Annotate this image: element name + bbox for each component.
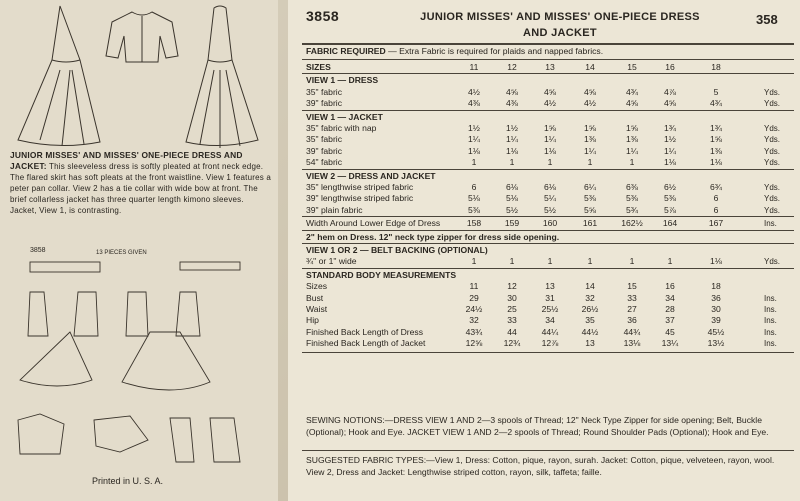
value-cell: 1⅝ <box>626 123 638 133</box>
value-cell: 1⅜ <box>626 134 638 145</box>
value-cell: 1⅜ <box>584 134 596 145</box>
size-header: 18 <box>711 62 721 72</box>
value-cell: 44½ <box>581 326 599 337</box>
value-cell: 27 <box>627 304 637 314</box>
value-cell: 5⅜ <box>468 204 480 215</box>
unit-label: Ins. <box>764 293 777 303</box>
value-cell: 1 <box>587 256 593 267</box>
value-cell: 6¾ <box>710 182 722 192</box>
value-cell: 12⅝ <box>465 338 483 349</box>
unit-label: Ins. <box>764 219 777 229</box>
value-cell: 1⅝ <box>544 123 556 133</box>
value-cell: 12⅞ <box>541 338 559 349</box>
value-cell: 13 <box>585 338 595 349</box>
value-cell: 32 <box>585 292 595 303</box>
value-cell: 13¼ <box>661 338 679 349</box>
row-label: Finished Back Length of Jacket <box>306 338 426 349</box>
value-cell: 1¾ <box>710 123 722 133</box>
row-label: Waist <box>306 304 328 314</box>
value-cell: 31 <box>545 292 555 303</box>
value-cell: 5¼ <box>544 193 556 204</box>
unit-label: Yds. <box>764 194 781 204</box>
measurement-chart <box>288 0 800 501</box>
row-label: 54" fabric <box>306 157 343 168</box>
printed-in-usa: Printed in U. S. A. <box>92 476 164 486</box>
value-cell: 36 <box>627 315 637 326</box>
value-cell: 4⅝ <box>664 98 676 109</box>
row-label: 39" lengthwise striped fabric <box>306 193 414 204</box>
size-header: 16 <box>665 62 675 72</box>
unit-label: Yds. <box>764 158 781 168</box>
value-cell: 11 <box>469 281 479 292</box>
row-label: 35" fabric <box>306 134 343 145</box>
rule <box>302 59 794 60</box>
pattern-ref-number: 3858 <box>30 247 46 254</box>
value-cell: 1¼ <box>664 145 676 156</box>
value-cell: 4½ <box>584 98 596 109</box>
value-cell: 13 <box>545 281 555 292</box>
value-cell: 44¼ <box>541 326 559 337</box>
value-cell: 1 <box>509 157 515 168</box>
row-label: Finished Back Length of Dress <box>306 326 424 337</box>
rule <box>302 110 794 111</box>
rule <box>302 243 794 244</box>
value-cell: 4⅜ <box>468 98 480 109</box>
value-cell: 6¼ <box>584 182 596 192</box>
unit-label: Ins. <box>764 305 777 314</box>
value-cell: 1¼ <box>544 134 556 145</box>
value-cell: 12¾ <box>503 338 521 349</box>
value-cell: 18 <box>711 281 721 292</box>
value-cell: 44 <box>507 326 517 337</box>
fabric-required-line <box>306 46 603 56</box>
left-description-block <box>10 150 272 216</box>
value-cell: 34 <box>545 315 555 326</box>
value-cell: 16 <box>665 281 675 292</box>
suggested-fabrics: SUGGESTED FABRIC TYPES:—View 1, Dress: Cotton, pique, rayon, surah. Jacket: Cotton, pique, velveteen, rayon, wool. View 2, Dress and Jacket: Lengthwise striped cotton, rayon, silk, taffeta; faille. <box>306 455 775 477</box>
value-cell: 4⅜ <box>506 98 518 109</box>
value-cell: 1 <box>587 157 593 168</box>
value-cell: 158 <box>466 218 482 229</box>
value-cell: 5⅛ <box>468 193 480 204</box>
value-cell: 4¾ <box>710 98 722 109</box>
value-cell: 6 <box>713 193 719 204</box>
illustration-panel <box>0 0 278 501</box>
value-cell: 1 <box>471 157 477 168</box>
row-label: 35" fabric <box>306 86 343 97</box>
fabric-heading: FABRIC REQUIRED <box>306 46 386 56</box>
value-cell: 32 <box>469 315 479 326</box>
value-cell: 1¼ <box>468 134 480 145</box>
rule <box>302 230 794 231</box>
row-label: 39" fabric <box>306 98 343 109</box>
value-cell: 35 <box>585 315 595 326</box>
rule <box>302 450 794 451</box>
rule <box>302 73 794 74</box>
value-cell: 5 <box>713 86 719 97</box>
value-cell: 6⅜ <box>626 182 638 192</box>
pattern-title <box>370 9 750 41</box>
value-cell: 5½ <box>506 204 518 215</box>
value-cell: 34 <box>665 292 675 303</box>
value-cell: 1⅝ <box>584 123 596 133</box>
unit-label: Ins. <box>764 339 777 349</box>
value-cell: 1 <box>629 256 635 267</box>
value-cell: 1 <box>667 256 673 267</box>
value-cell: 6⅛ <box>544 182 556 192</box>
value-cell: 4⅝ <box>584 86 596 97</box>
value-cell: 36 <box>711 292 721 303</box>
value-cell: 1⅝ <box>710 134 722 145</box>
value-cell: 28 <box>665 304 675 314</box>
value-cell: 4⅝ <box>626 98 638 109</box>
value-cell: 1¼ <box>626 145 638 156</box>
unit-label: Yds. <box>764 146 781 156</box>
pattern-number: 3858 <box>306 8 340 24</box>
value-cell: 1⅛ <box>506 145 518 156</box>
value-cell: 1½ <box>664 134 676 145</box>
row-label: Hip <box>306 315 319 326</box>
group-title: VIEW 1 — DRESS <box>306 75 379 86</box>
value-cell: 5⅜ <box>626 193 638 204</box>
value-cell: 161 <box>582 218 598 229</box>
value-cell: 1⅛ <box>664 157 676 168</box>
row-label: Sizes <box>306 281 328 292</box>
value-cell: 45 <box>665 326 675 337</box>
value-cell: 13⅛ <box>623 338 641 349</box>
value-cell: 5⅝ <box>584 204 596 215</box>
value-cell: 1¼ <box>584 145 596 156</box>
value-cell: 44¾ <box>623 326 641 337</box>
unit-label: Yds. <box>764 205 781 215</box>
corner-number: 358 <box>756 12 778 27</box>
value-cell: 162½ <box>621 218 643 229</box>
group-title: VIEW 1 — JACKET <box>306 111 383 122</box>
value-cell: 33 <box>507 315 517 326</box>
unit-label: Yds. <box>764 99 781 109</box>
value-cell: 39 <box>711 315 721 326</box>
unit-label: Ins. <box>764 316 777 326</box>
rule <box>302 169 794 170</box>
value-cell: 30 <box>507 292 517 303</box>
value-cell: 1½ <box>506 123 518 133</box>
fabric-note: — Extra Fabric is required for plaids and napped fabrics. <box>388 46 604 56</box>
left-title: JUNIOR MISSES' AND MISSES' ONE-PIECE DRESS AND JACKET: <box>10 150 243 171</box>
value-cell: 160 <box>542 218 558 229</box>
value-cell: 6 <box>471 182 477 192</box>
size-header: 13 <box>545 62 555 72</box>
value-cell: 5¾ <box>626 204 638 215</box>
row-label: ¾" or 1" wide <box>306 256 357 267</box>
belt-title: VIEW 1 OR 2 — BELT BACKING (OPTIONAL) <box>306 245 488 255</box>
value-cell: 6½ <box>664 182 676 192</box>
unit-label: Yds. <box>764 183 781 192</box>
value-cell: 30 <box>711 304 721 314</box>
value-cell: 1 <box>547 256 553 267</box>
size-header: 12 <box>507 62 517 72</box>
group-title: VIEW 2 — DRESS AND JACKET <box>306 170 436 181</box>
unit-label: Yds. <box>764 124 781 133</box>
value-cell: 4⅝ <box>506 86 518 97</box>
value-cell: 45½ <box>707 326 725 337</box>
value-cell: 12 <box>507 281 517 292</box>
row-label: Bust <box>306 292 324 303</box>
value-cell: 43¾ <box>465 326 483 337</box>
unit-label: Yds. <box>764 257 781 267</box>
value-cell: 1¼ <box>506 134 518 145</box>
sewing-notions: SEWING NOTIONS:—DRESS VIEW 1 AND 2—3 spools of Thread; 12" Neck Type Zipper for side opening; Belt, Buckle (Optional); Hook and Eye. JACKET VIEW 1 AND 2—2 spools of Thread; Round Shoulder Pads (Optional); Hook and Eye. <box>306 415 769 437</box>
value-cell: 4½ <box>544 98 556 109</box>
value-cell: 25½ <box>541 304 559 314</box>
value-cell: 15 <box>627 281 637 292</box>
row-label: 39" fabric <box>306 145 343 156</box>
value-cell: 164 <box>662 218 678 229</box>
rule <box>302 268 794 269</box>
value-cell: 1¾ <box>664 123 676 133</box>
value-cell: 29 <box>469 292 479 303</box>
value-cell: 159 <box>504 218 520 229</box>
value-cell: 5⅞ <box>664 204 676 215</box>
unit-label: Yds. <box>764 87 781 97</box>
value-cell: 6⅛ <box>506 182 518 192</box>
row-label: 35" fabric with nap <box>306 123 377 133</box>
value-cell: 25 <box>507 304 517 314</box>
rule <box>302 216 794 217</box>
value-cell: 5⅜ <box>584 193 596 204</box>
value-cell: 1 <box>471 256 477 267</box>
left-description: This sleeveless dress is softly pleated at front neck edge. The flared skirt has soft pleats at the front waistline. View 1 features a peter pan collar. View 2 has a tie collar with wide bow at front. The brief collarless jacket has three quarter length kimono sleeves. Jacket, View 1, is contrasting. <box>10 162 271 215</box>
value-cell: 1⅛ <box>710 256 722 267</box>
value-cell: 1⅛ <box>544 145 556 156</box>
row-label: Width Around Lower Edge of Dress <box>306 218 441 229</box>
value-cell: 37 <box>665 315 675 326</box>
value-cell: 1⅜ <box>710 145 722 156</box>
value-cell: 1⅛ <box>710 157 722 168</box>
value-cell: 1 <box>629 157 635 168</box>
unit-label: Ins. <box>764 327 777 337</box>
rule <box>302 43 794 45</box>
row-label: 39" plain fabric <box>306 204 363 215</box>
body-title: STANDARD BODY MEASUREMENTS <box>306 269 457 280</box>
value-cell: 6 <box>713 204 719 215</box>
value-cell: 14 <box>585 281 595 292</box>
value-cell: 5⅜ <box>664 193 676 204</box>
size-header: 15 <box>627 62 637 72</box>
size-header: 11 <box>469 62 479 72</box>
value-cell: 4¾ <box>626 86 638 97</box>
value-cell: 4⅝ <box>544 86 556 97</box>
value-cell: 13½ <box>707 338 725 349</box>
value-cell: 1½ <box>468 123 480 133</box>
row-label: 35" lengthwise striped fabric <box>306 182 414 192</box>
title-line-1: JUNIOR MISSES' AND MISSES' ONE-PIECE DRESS <box>420 11 700 23</box>
value-cell: 24½ <box>465 304 483 314</box>
hem-note: 2" hem on Dress. 12" neck type zipper for dress side opening. <box>306 231 560 242</box>
unit-label: Yds. <box>764 135 781 145</box>
size-header: 14 <box>585 62 595 72</box>
value-cell: 1⅛ <box>468 145 480 156</box>
sizes-label: SIZES <box>306 62 331 72</box>
value-cell: 4½ <box>468 86 480 97</box>
title-line-2: AND JACKET <box>523 27 597 39</box>
value-cell: 4⅞ <box>664 86 676 97</box>
value-cell: 1 <box>547 157 553 168</box>
value-cell: 167 <box>708 218 724 229</box>
pieces-given-label: 13 PIECES GIVEN <box>96 250 147 256</box>
value-cell: 1 <box>509 256 515 267</box>
value-cell: 5½ <box>544 204 556 215</box>
value-cell: 33 <box>627 292 637 303</box>
value-cell: 26½ <box>581 304 599 314</box>
rule <box>302 352 794 353</box>
value-cell: 5⅛ <box>506 193 518 204</box>
